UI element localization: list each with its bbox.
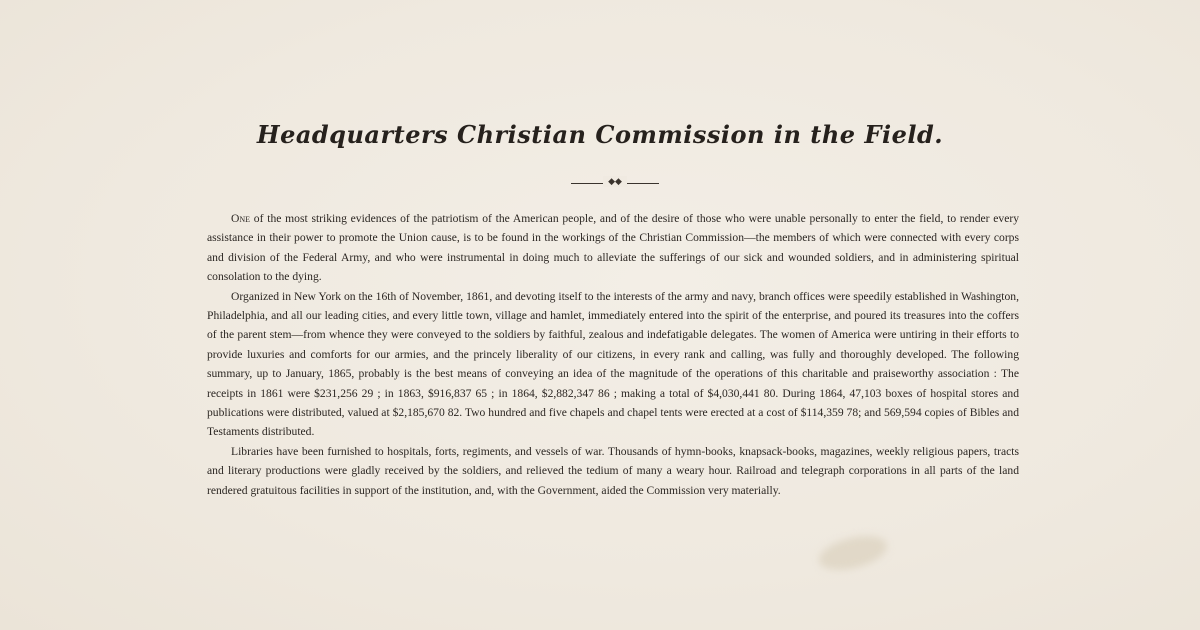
page-title: Headquarters Christian Commission in the Field. xyxy=(256,120,944,149)
paper-stain xyxy=(815,530,890,576)
paragraph-1-text: of the most striking evidences of the patriotism of the American people, and of the desire of those who were unable personally to enter the field, to render every assistance in their power to promote the Union cause, is to be found in the workings of the Christian Commission—the members of which were connected with every corps and division of the Federal Army, and who were instrumental in doing much to alleviate the sufferings of our sick and wounded soldiers, and in administering spiritual consolation to the dying. xyxy=(207,212,1019,284)
paragraph-1 xyxy=(207,209,1019,287)
paragraph-1-lead: One xyxy=(231,212,251,225)
divider-ornament-icon: ◆◆ xyxy=(603,176,627,187)
paragraph-2: Organized in New York on the 16th of November, 1861, and devoting itself to the interests of the army and navy, branch offices were speedily established in Washington, Philadelphia, and all our leading cities, and every little town, village and hamlet, immediately entered into the spirit of the enterprise, and poured its treasures into the coffers of the parent stem—from whence they were conveyed to the soldiers by faithful, zealous and indefatigable delegates. The women of America were untiring in their efforts to provide luxuries and comforts for our armies, and the princely liberality of our citizens, in every rank and calling, was fully and thoroughly developed. The following summary, up to January, 1865, probably is the best means of conveying an idea of the magnitude of the operations of this charitable and praiseworthy association : The receipts in 1861 were $231,256 29 ; in 1863, $916,837 65 ; in 1864, $2,882,347 86 ; making a total of $4,030,441 80. During 1864, 47,103 boxes of hospital stores and publications were distributed, valued at $2,185,670 82. Two hundred and five chapels and chapel tents were erected at a cost of $114,359 78; and 569,594 copies of Bibles and Testaments distributed. xyxy=(207,289,1019,439)
paragraph-3: Libraries have been furnished to hospitals, forts, regiments, and vessels of war. Thousands of hymn-books, knapsack-books, magazines, weekly religious papers, tracts and literary productions were gladly received by the soldiers, and relieved the tedium of many a weary hour. Railroad and telegraph corporations in all parts of the land rendered gratuitous facilities in support of the institution, and, with the Government, aided the Commission very materially. xyxy=(207,444,1019,497)
body-text xyxy=(207,209,1019,500)
